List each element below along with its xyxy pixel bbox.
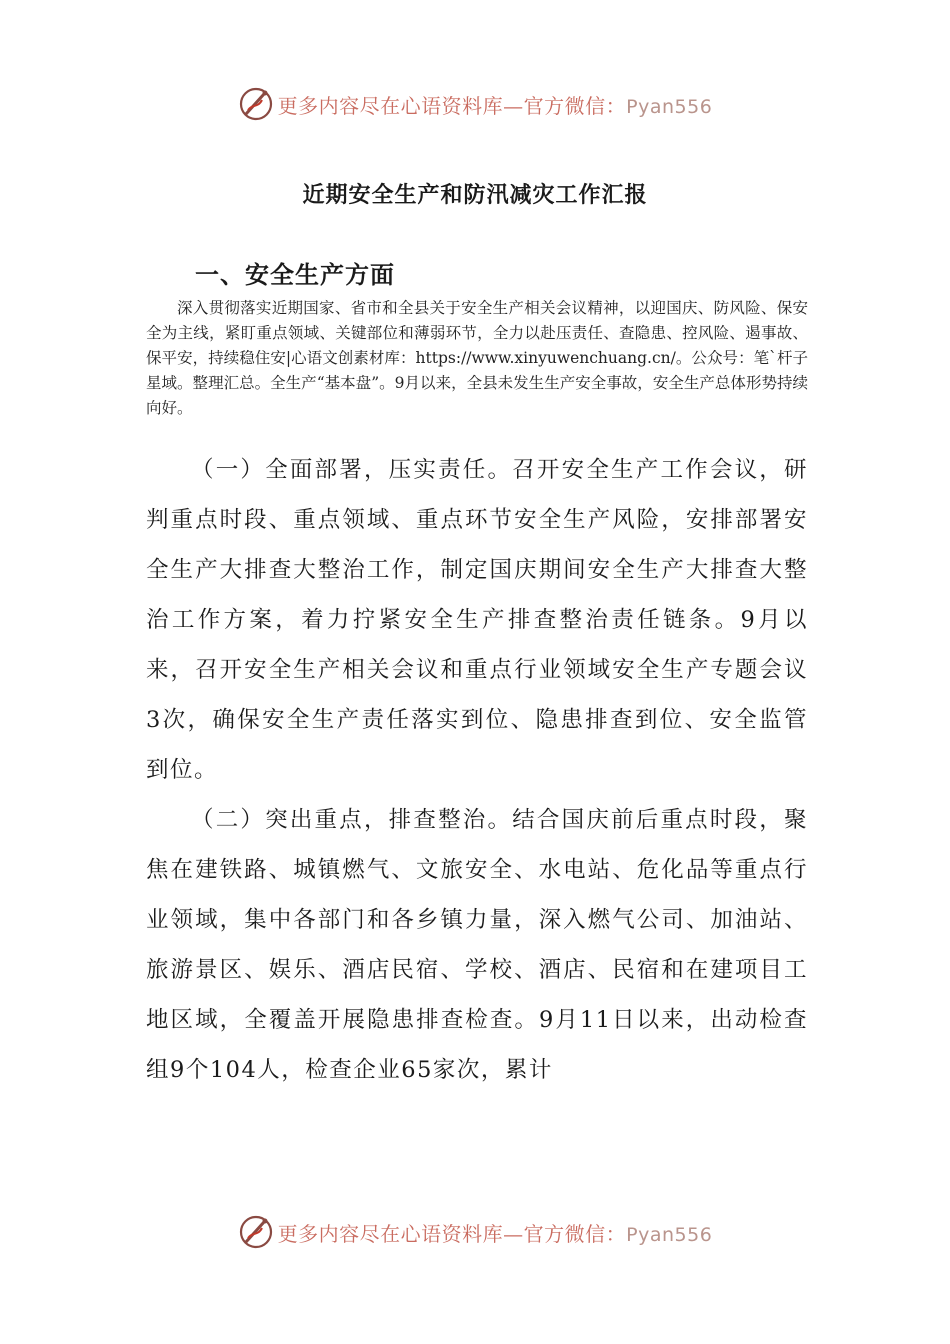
pen-circle-logo-icon — [238, 86, 274, 122]
wechat-id: Pyan556 — [626, 95, 713, 118]
banner-text: 更多内容尽在心语资料库—官方微信：Pyan556 — [277, 1221, 713, 1246]
paragraph-inspection: （二）突出重点，排查整治。结合国庆前后重点时段，聚焦在建铁路、城镇燃气、文旅安全、水电站、危化品等重点行业领域，集中各部门和各乡镇力量，深入燃气公司、加油站、旅游景区、娱乐、酒店民宿、学校、酒店、民宿和在建项目工地区域，全覆盖开展隐患排查检查。9月11日以来，出动检查组9个104人，检查企业65家次，累计 — [146, 807, 808, 1083]
footer-banner — [0, 1212, 950, 1252]
section-heading: 一、安全生产方面 — [195, 260, 395, 289]
wechat-id: Pyan556 — [626, 1223, 713, 1246]
pen-circle-logo-icon — [238, 1214, 274, 1250]
header-banner — [0, 84, 950, 124]
paragraph-responsibility: （一）全面部署，压实责任。召开安全生产工作会议，研判重点时段、重点领域、重点环节安全生产风险，安排部署安全生产大排查大整治工作，制定国庆期间安全生产大排查大整治工作方案，着力拧紧安全生产排查整治责任链条。9月以来，召开安全生产相关会议和重点行业领域安全生产专题会议3次，确保安全生产责任落实到位、隐患排查到位、安全监管到位。 — [146, 457, 808, 783]
banner-text: 更多内容尽在心语资料库—官方微信：Pyan556 — [277, 93, 713, 118]
document-title: 近期安全生产和防汛减灾工作汇报 — [302, 182, 648, 208]
intro-paragraph: 深入贯彻落实近期国家、省市和全县关于安全生产相关会议精神，以迎国庆、防风险、保安全为主线，紧盯重点领域、关键部位和薄弱环节，全力以赴压责任、查隐患、控风险、遏事故、保平安，持续稳住安|心语文创素材库：https://www.xinyuwenchuang.cn/。公众号：笔`杆子星域。整理汇总。全生产“基本盘”。9月以来，全县未发生生产安全事故，安全生产总体形势持续向好。 — [146, 299, 808, 417]
